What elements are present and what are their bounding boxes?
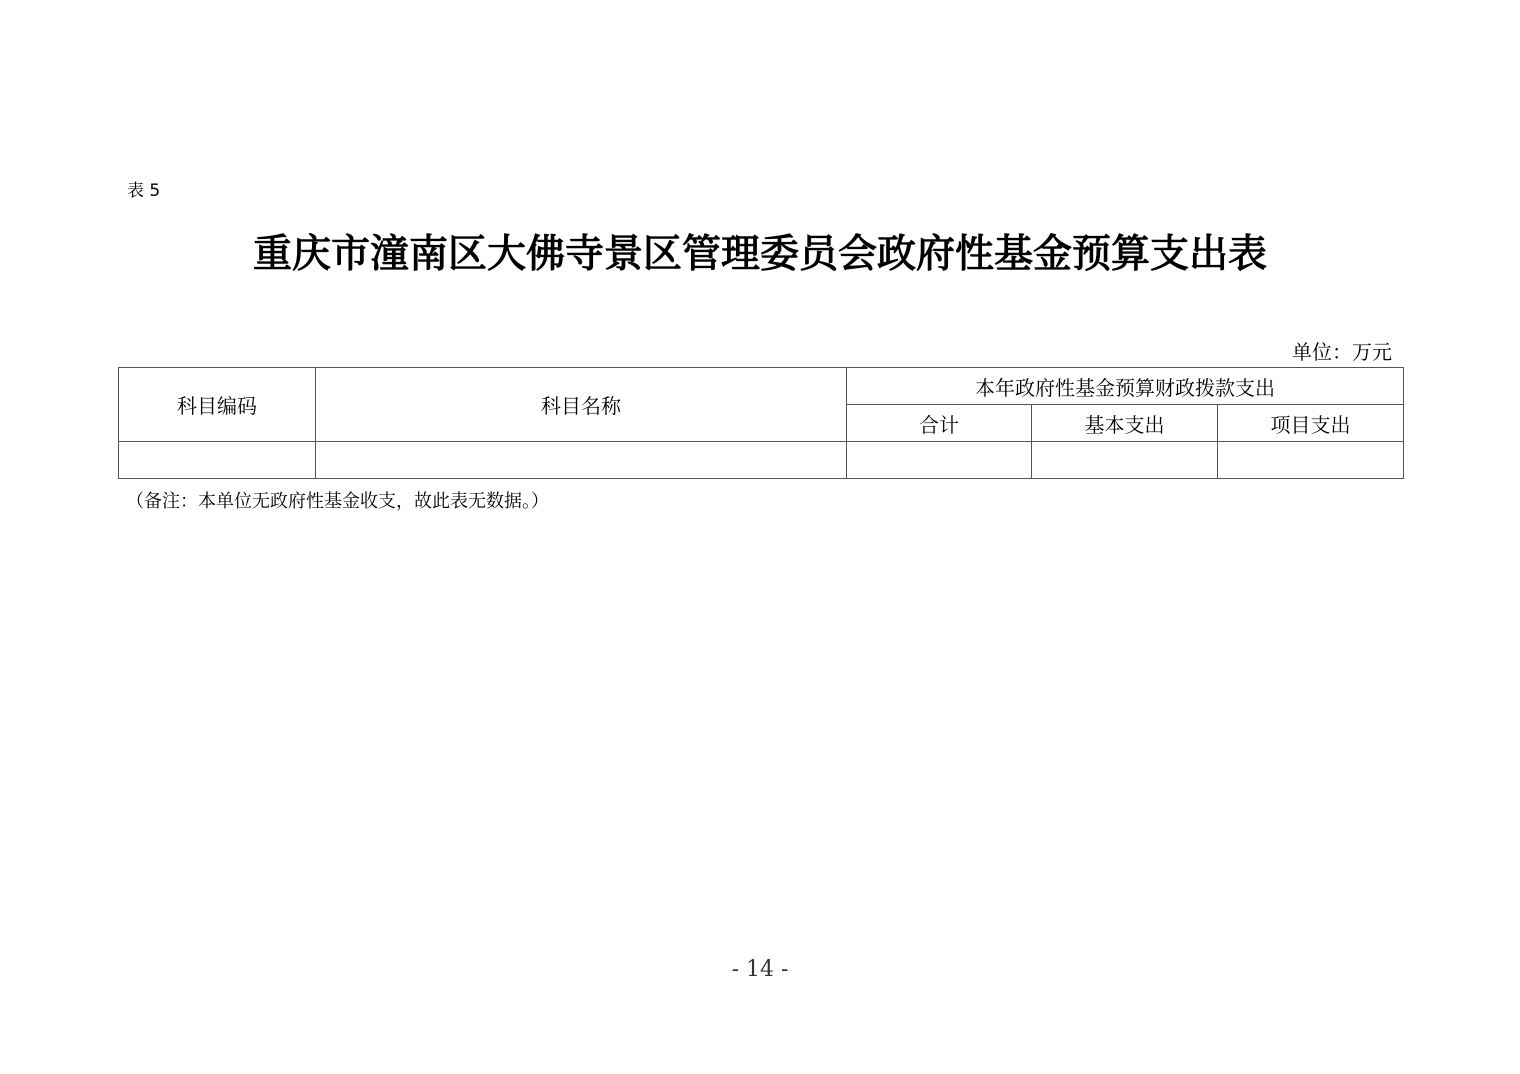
- header-appropriation-group: 本年政府性基金预算财政拨款支出: [847, 368, 1404, 405]
- cell-subject-name: [316, 442, 847, 479]
- page-number: - 14 -: [731, 957, 789, 982]
- cell-total: [847, 442, 1032, 479]
- header-total: 合计: [847, 405, 1032, 442]
- header-basic-expenditure: 基本支出: [1032, 405, 1218, 442]
- header-subject-name: 科目名称: [316, 368, 847, 442]
- cell-basic-expenditure: [1032, 442, 1218, 479]
- header-project-expenditure: 项目支出: [1218, 405, 1404, 442]
- table-row: [119, 442, 1404, 479]
- budget-table: [118, 367, 1404, 479]
- header-subject-code: 科目编码: [119, 368, 316, 442]
- unit-label: 单位：万元: [1292, 340, 1392, 364]
- table-number-label: 表 5: [127, 181, 161, 201]
- page-title: 重庆市潼南区大佛寺景区管理委员会政府性基金预算支出表: [252, 232, 1267, 277]
- cell-project-expenditure: [1218, 442, 1404, 479]
- table-note: （备注：本单位无政府性基金收支，故此表无数据。）: [126, 491, 549, 512]
- cell-subject-code: [119, 442, 316, 479]
- table-header-row: [119, 368, 1404, 405]
